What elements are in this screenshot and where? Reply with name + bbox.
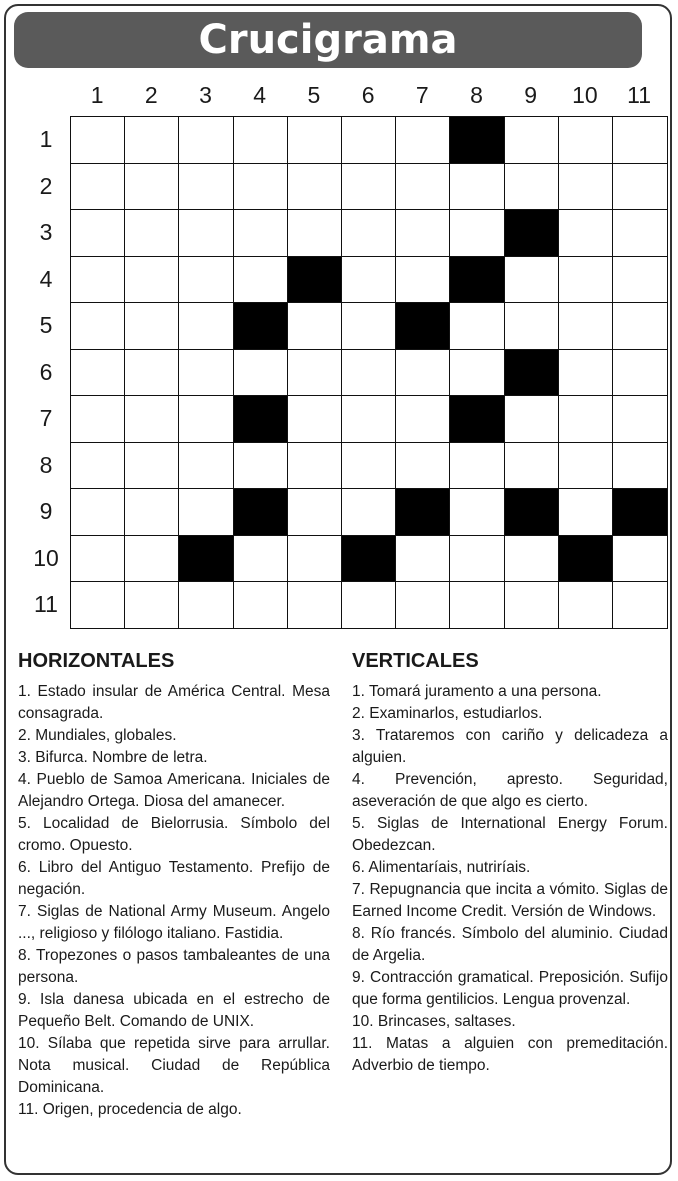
grid-cell[interactable] — [612, 535, 668, 583]
column-number: 6 — [361, 82, 375, 108]
grid-cell[interactable] — [341, 442, 397, 490]
grid-cell[interactable] — [449, 442, 505, 490]
grid-cell-black — [233, 302, 289, 350]
grid-cell[interactable] — [395, 442, 451, 490]
grid-cell[interactable] — [178, 349, 234, 397]
grid-cell[interactable] — [124, 209, 180, 257]
vertical-clue: 10. Brincases, saltases. — [352, 1013, 516, 1030]
vertical-clue: 11. Matas a alguien con premeditación. Adverbio de tiempo. — [352, 1035, 668, 1074]
grid-cell[interactable] — [70, 395, 126, 443]
grid-cell-black — [504, 349, 560, 397]
grid-cell[interactable] — [341, 209, 397, 257]
grid-cell[interactable] — [341, 488, 397, 536]
grid-cell[interactable] — [612, 116, 668, 164]
grid-cell[interactable] — [395, 163, 451, 211]
grid-cell[interactable] — [233, 349, 289, 397]
grid-cell[interactable] — [395, 581, 451, 629]
grid-cell[interactable] — [287, 349, 343, 397]
grid-cell[interactable] — [612, 581, 668, 629]
grid-cell[interactable] — [504, 535, 560, 583]
grid-cell[interactable] — [178, 209, 234, 257]
grid-cell[interactable] — [341, 395, 397, 443]
grid-cell[interactable] — [70, 116, 126, 164]
grid-cell-black — [287, 256, 343, 304]
grid-cell-black — [449, 256, 505, 304]
grid-cell[interactable] — [287, 442, 343, 490]
horizontal-clues-section — [18, 650, 330, 1121]
grid-cell-black — [341, 535, 397, 583]
title-banner — [14, 12, 642, 68]
row-number: 8 — [39, 451, 53, 478]
grid-cell-black — [395, 302, 451, 350]
column-number: 9 — [524, 82, 538, 108]
grid-cell[interactable] — [124, 442, 180, 490]
grid-cell[interactable] — [504, 581, 560, 629]
grid-cell[interactable] — [341, 581, 397, 629]
grid-cell[interactable] — [124, 302, 180, 350]
column-number: 10 — [572, 82, 598, 108]
grid-cell[interactable] — [70, 442, 126, 490]
grid-cell[interactable] — [558, 116, 614, 164]
grid-cell[interactable] — [558, 581, 614, 629]
grid-cell[interactable] — [178, 488, 234, 536]
row-number: 5 — [39, 312, 53, 338]
column-number: 8 — [470, 82, 483, 108]
row-number: 9 — [39, 498, 53, 524]
grid-cell[interactable] — [558, 302, 614, 350]
grid-cell[interactable] — [124, 535, 180, 583]
grid-cell[interactable] — [341, 163, 397, 211]
grid-cell[interactable] — [504, 395, 560, 443]
grid-cell[interactable] — [341, 116, 397, 164]
horizontal-clue: 9. Isla danesa ubicada en el estrecho de Pequeño Belt. Comando de UNIX. — [18, 991, 330, 1030]
grid-cell[interactable] — [287, 116, 343, 164]
row-number: 1 — [39, 126, 53, 152]
crossword-grid[interactable] — [70, 116, 666, 628]
grid-cell[interactable] — [558, 349, 614, 397]
vertical-clue: 6. Alimentaríais, nutriríais. — [352, 859, 531, 876]
row-number: 6 — [39, 358, 53, 385]
grid-cell[interactable] — [449, 349, 505, 397]
row-number: 7 — [39, 405, 53, 431]
grid-cell[interactable] — [70, 349, 126, 397]
grid-cell[interactable] — [233, 209, 289, 257]
grid-cell[interactable] — [395, 535, 451, 583]
vertical-clue: 3. Trataremos con cariño y delicadeza a alguien. — [352, 727, 668, 766]
grid-cell-black — [233, 488, 289, 536]
grid-cell[interactable] — [233, 442, 289, 490]
grid-cell[interactable] — [504, 442, 560, 490]
row-number: 11 — [34, 591, 58, 617]
grid-cell-black — [612, 488, 668, 536]
grid-cell[interactable] — [558, 163, 614, 211]
grid-cell-black — [449, 395, 505, 443]
grid-cell[interactable] — [504, 116, 560, 164]
grid-cell[interactable] — [233, 256, 289, 304]
grid-cell[interactable] — [449, 302, 505, 350]
grid-cell[interactable] — [612, 163, 668, 211]
horizontal-clue: 6. Libro del Antiguo Testamento. Prefijo de negación. — [18, 859, 330, 898]
grid-cell[interactable] — [287, 488, 343, 536]
grid-cell[interactable] — [178, 163, 234, 211]
vertical-clue: 4. Prevención, apresto. Seguridad, aseveración de que algo es cierto. — [352, 771, 668, 810]
column-number: 3 — [199, 82, 212, 108]
grid-cell[interactable] — [449, 209, 505, 257]
grid-cell[interactable] — [395, 256, 451, 304]
grid-cell-black — [449, 116, 505, 164]
grid-cell[interactable] — [233, 535, 289, 583]
column-number: 2 — [144, 82, 158, 108]
page-title: Crucigrama — [198, 17, 458, 63]
grid-cell[interactable] — [504, 163, 560, 211]
grid-cell[interactable] — [178, 256, 234, 304]
column-number: 5 — [307, 82, 321, 108]
vertical-clue: 1. Tomará juramento a una persona. — [352, 683, 602, 700]
grid-cell[interactable] — [558, 488, 614, 536]
grid-cell[interactable] — [612, 209, 668, 257]
grid-cell[interactable] — [449, 581, 505, 629]
grid-cell[interactable] — [70, 302, 126, 350]
grid-cell[interactable] — [449, 163, 505, 211]
grid-cell[interactable] — [124, 256, 180, 304]
horizontal-clues-heading: HORIZONTALES — [18, 650, 175, 672]
horizontal-clue: 7. Siglas de National Army Museum. Angelo ..., religioso y filólogo italiano. Fastidia. — [18, 903, 330, 942]
grid-cell[interactable] — [287, 581, 343, 629]
grid-cell[interactable] — [178, 302, 234, 350]
vertical-clues-section — [352, 650, 668, 1077]
grid-cell-black — [395, 488, 451, 536]
vertical-clue: 5. Siglas de International Energy Forum. Obedezcan. — [352, 815, 668, 854]
grid-cell[interactable] — [612, 349, 668, 397]
grid-cell[interactable] — [124, 163, 180, 211]
column-number: 7 — [415, 82, 429, 108]
row-number: 2 — [39, 172, 53, 199]
grid-cell[interactable] — [178, 116, 234, 164]
grid-cell[interactable] — [287, 209, 343, 257]
column-number: 11 — [627, 82, 652, 108]
grid-cell[interactable] — [449, 535, 505, 583]
grid-cell[interactable] — [558, 209, 614, 257]
grid-cell[interactable] — [612, 395, 668, 443]
grid-cell[interactable] — [504, 302, 560, 350]
vertical-clues-heading: VERTICALES — [352, 650, 479, 672]
grid-cell[interactable] — [124, 116, 180, 164]
horizontal-clue: 4. Pueblo de Samoa Americana. Iniciales de Alejandro Ortega. Diosa del amanecer. — [18, 771, 330, 810]
grid-cell[interactable] — [341, 256, 397, 304]
grid-cell[interactable] — [124, 349, 180, 397]
horizontal-clue: 3. Bifurca. Nombre de letra. — [18, 749, 208, 766]
grid-cell[interactable] — [341, 302, 397, 350]
horizontal-clue: 1. Estado insular de América Central. Mesa consagrada. — [18, 683, 330, 722]
grid-cell[interactable] — [70, 488, 126, 536]
grid-cell-black — [504, 209, 560, 257]
grid-cell[interactable] — [287, 302, 343, 350]
horizontal-clue: 8. Tropezones o pasos tambaleantes de una persona. — [18, 947, 330, 986]
grid-cell-black — [558, 535, 614, 583]
grid-cell[interactable] — [124, 395, 180, 443]
grid-cell[interactable] — [287, 535, 343, 583]
grid-cell[interactable] — [395, 116, 451, 164]
row-number: 3 — [39, 219, 53, 245]
grid-cell-black — [233, 395, 289, 443]
grid-cell[interactable] — [70, 256, 126, 304]
grid-cell[interactable] — [70, 209, 126, 257]
grid-cell[interactable] — [558, 395, 614, 443]
row-number: 10 — [33, 544, 59, 571]
vertical-clue: 8. Río francés. Símbolo del aluminio. Ciudad de Argelia. — [352, 925, 668, 964]
column-number: 1 — [90, 82, 104, 108]
horizontal-clue: 10. Sílaba que repetida sirve para arrullar. Nota musical. Ciudad de República Dominicana. — [18, 1035, 330, 1096]
column-number: 4 — [253, 82, 267, 108]
grid-cell[interactable] — [233, 581, 289, 629]
grid-cell[interactable] — [612, 256, 668, 304]
horizontal-clue: 2. Mundiales, globales. — [18, 727, 177, 744]
grid-cell[interactable] — [504, 256, 560, 304]
grid-cell[interactable] — [449, 488, 505, 536]
grid-cell[interactable] — [233, 116, 289, 164]
grid-cell[interactable] — [395, 349, 451, 397]
grid-cell[interactable] — [233, 163, 289, 211]
grid-cell[interactable] — [124, 488, 180, 536]
horizontal-clue: 5. Localidad de Bielorrusia. Símbolo del cromo. Opuesto. — [18, 815, 330, 854]
vertical-clue: 2. Examinarlos, estudiarlos. — [352, 705, 543, 722]
vertical-clue: 9. Contracción gramatical. Preposición. Sufijo que forma gentilicios. Lengua provenzal. — [352, 969, 668, 1008]
grid-cell[interactable] — [395, 395, 451, 443]
grid-cell[interactable] — [395, 209, 451, 257]
grid-cell[interactable] — [612, 442, 668, 490]
grid-cell[interactable] — [178, 581, 234, 629]
grid-cell[interactable] — [287, 163, 343, 211]
grid-cell[interactable] — [612, 302, 668, 350]
grid-cell[interactable] — [341, 349, 397, 397]
vertical-clue: 7. Repugnancia que incita a vómito. Siglas de Earned Income Credit. Versión de Windows. — [352, 881, 668, 920]
grid-cell[interactable] — [70, 535, 126, 583]
grid-cell[interactable] — [558, 256, 614, 304]
grid-cell[interactable] — [178, 442, 234, 490]
horizontal-clue: 11. Origen, procedencia de algo. — [18, 1101, 242, 1118]
grid-cell[interactable] — [70, 581, 126, 629]
grid-cell-black — [178, 535, 234, 583]
grid-cell[interactable] — [178, 395, 234, 443]
row-number: 4 — [39, 265, 53, 292]
grid-cell[interactable] — [558, 442, 614, 490]
grid-cell[interactable] — [287, 395, 343, 443]
grid-cell[interactable] — [124, 581, 180, 629]
grid-cell-black — [504, 488, 560, 536]
grid-cell[interactable] — [70, 163, 126, 211]
